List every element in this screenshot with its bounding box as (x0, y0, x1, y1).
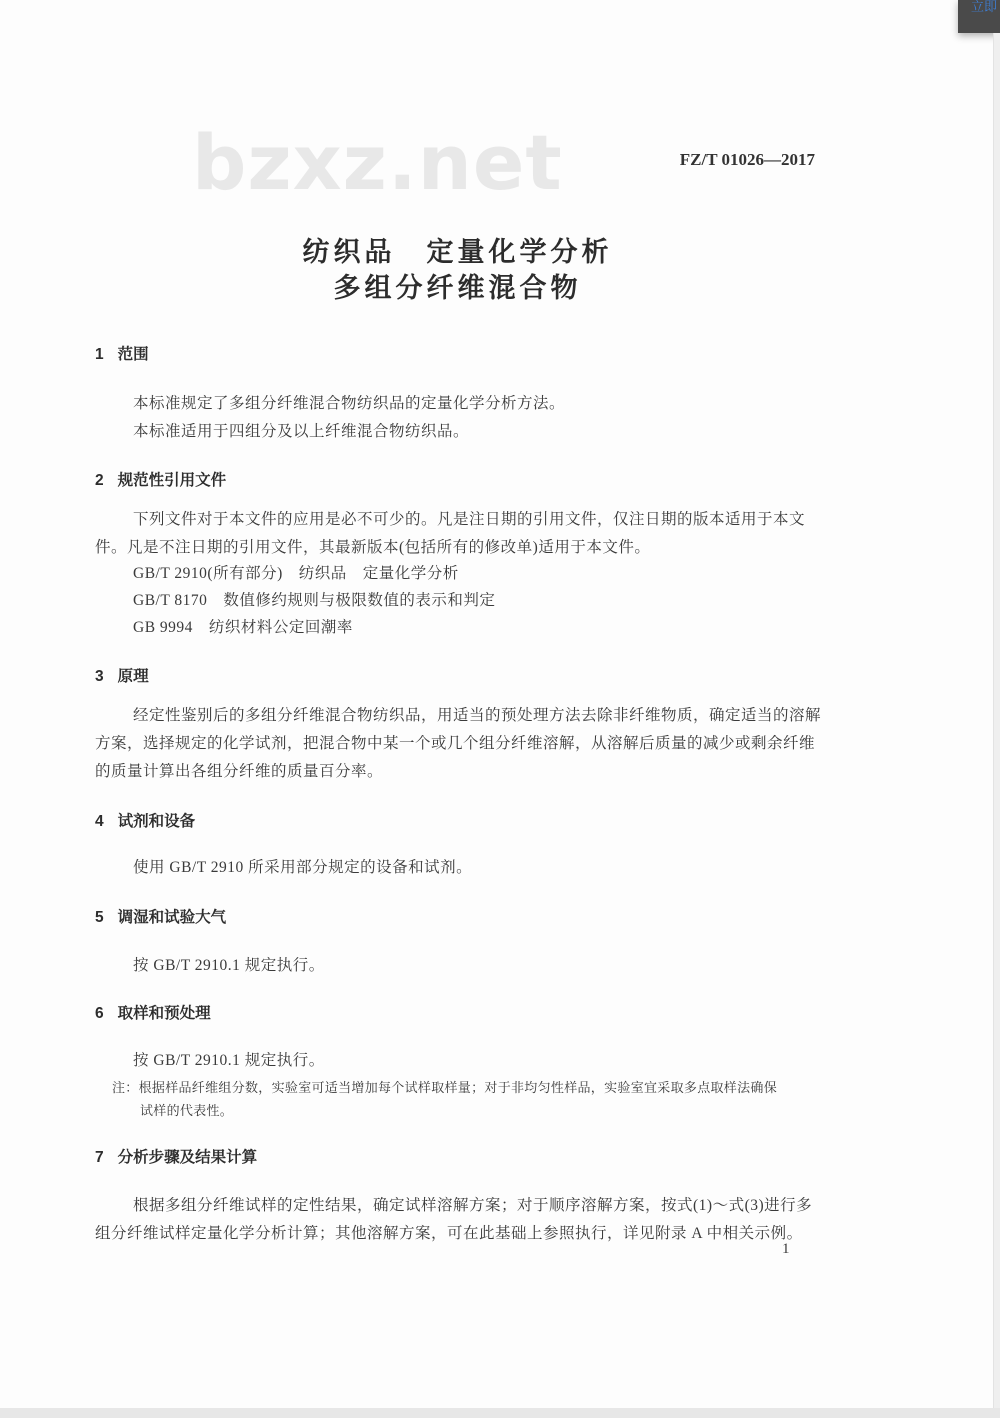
paragraph-line: 经定性鉴别后的多组分纤维混合物纺织品，用适当的预处理方法去除非纤维物质，确定适当的溶解 (133, 707, 822, 724)
section-7-heading (95, 1145, 257, 1167)
paragraph-line: 件。凡是不注日期的引用文件，其最新版本(包括所有的修改单)适用于本文件。 (95, 539, 651, 556)
paragraph-line: 本标准适用于四组分及以上纤维混合物纺织品。 (133, 423, 470, 440)
section-number: 5 (95, 909, 104, 926)
section-title: 调湿和试验大气 (117, 909, 227, 926)
section-4-heading (95, 809, 195, 831)
paragraph-line: 本标准规定了多组分纤维混合物纺织品的定量化学分析方法。 (133, 395, 566, 412)
reference-line: GB/T 8170 数值修约规则与极限数值的表示和判定 (133, 592, 496, 609)
paragraph-line: 下列文件对于本文件的应用是必不可少的。凡是注日期的引用文件，仅注日期的版本适用于本文 (133, 511, 806, 528)
vertical-scrollbar[interactable] (993, 33, 1000, 1408)
note-line: 试样的代表性。 (140, 1103, 234, 1118)
doc-title-line1: 纺织品 定量化学分析 (302, 237, 613, 267)
section-1-heading (95, 342, 149, 364)
note-line: 注：根据样品纤维组分数，实验室可适当增加每个试样取样量；对于非均匀性样品，实验室宜采取多点取样法确保 (112, 1080, 778, 1095)
section-6-heading (95, 1001, 211, 1023)
section-number: 6 (95, 1005, 104, 1022)
section-title: 试剂和设备 (117, 813, 196, 830)
watermark-text: bzxz.net (192, 118, 563, 207)
section-title: 规范性引用文件 (117, 472, 227, 489)
paragraph-line: 按 GB/T 2910.1 规定执行。 (133, 1052, 325, 1069)
section-5-heading (95, 905, 226, 927)
paragraph-line: 使用 GB/T 2910 所采用部分规定的设备和试剂。 (133, 859, 473, 876)
doc-title-line2: 多组分纤维混合物 (333, 273, 582, 303)
reference-line: GB/T 2910(所有部分) 纺织品 定量化学分析 (133, 565, 459, 582)
page-number: 1 (782, 1241, 790, 1257)
section-title: 分析步骤及结果计算 (117, 1149, 258, 1166)
paragraph-line: 组分纤维试样定量化学分析计算；其他溶解方案，可在此基础上参照执行，详见附录 A 中相关示例。 (95, 1225, 803, 1242)
floating-action-button[interactable] (958, 0, 1000, 33)
section-number: 1 (95, 346, 104, 363)
section-number: 7 (95, 1149, 104, 1166)
paragraph-line: 方案，选择规定的化学试剂，把混合物中某一个或几个组分纤维溶解，从溶解后质量的减少或剩余纤维 (95, 735, 816, 752)
section-2-heading (95, 468, 226, 490)
section-title: 取样和预处理 (117, 1005, 211, 1022)
section-title: 范围 (117, 346, 149, 363)
paragraph-line: 根据多组分纤维试样的定性结果，确定试样溶解方案；对于顺序溶解方案，按式(1)～式(3)进行多 (133, 1197, 813, 1214)
section-title: 原理 (117, 668, 149, 685)
section-3-heading (95, 664, 149, 686)
standard-code: FZ/T 01026—2017 (679, 150, 815, 169)
reference-line: GB 9994 纺织材料公定回潮率 (133, 619, 353, 636)
paragraph-line: 按 GB/T 2910.1 规定执行。 (133, 957, 325, 974)
page-bottom-edge (0, 1408, 1000, 1418)
section-number: 2 (95, 472, 104, 489)
section-number: 4 (95, 813, 104, 830)
floating-action-label: 立即 (970, 0, 997, 14)
paragraph-line: 的质量计算出各组分纤维的质量百分率。 (95, 763, 384, 780)
section-number: 3 (95, 668, 104, 685)
